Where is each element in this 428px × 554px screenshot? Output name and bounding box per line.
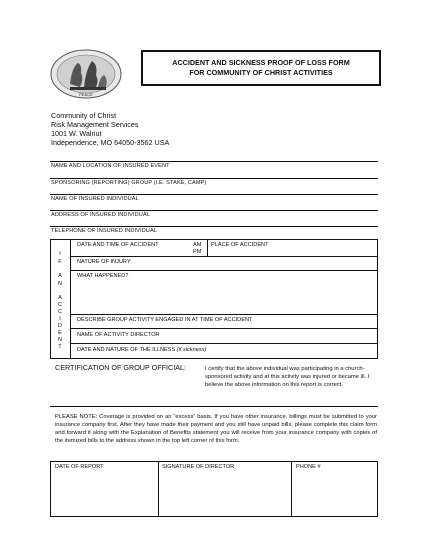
illness-note: (if sickness): [176, 347, 207, 353]
place-label: PLACE OF ACCIDENT: [211, 242, 269, 248]
signature-input[interactable]: [159, 472, 290, 516]
form-title-line2: FOR COMMUNITY OF CHRIST ACTIVITIES: [189, 68, 333, 77]
coverage-note: PLEASE NOTE: Coverage is provided on an “excess” basis. If you have other insurance, billings must be submitted to your insurance company first. After they have made their payment and you still have unpaid bills, please complete this claim form and forward it along with the Explanation of Benefits statement you will receive from your insurance company with copies of the itemized bills to the address shown in the top left corner of this form.: [55, 414, 377, 444]
side-letter: T: [58, 344, 62, 350]
sponsor-field-line[interactable]: [50, 178, 378, 179]
if-an-accident-column: [50, 239, 71, 359]
side-letter: A: [58, 295, 62, 301]
divider: [207, 239, 208, 256]
what-happened-label: WHAT HAPPENED?: [77, 273, 129, 279]
phone-label: PHONE #: [296, 464, 321, 470]
name-field-label: NAME OF INSURED INDIVIDUAL: [51, 196, 139, 202]
sponsor-field-label: SPONSORING (REPORTING) GROUP (I.E. STAKE, CAMP): [51, 180, 207, 186]
divider: [71, 328, 378, 329]
side-letter: C: [57, 309, 63, 315]
side-letter: D: [57, 323, 63, 329]
side-letter: E: [58, 330, 62, 336]
certification-text: I certify that the above individual was participating in a church-sponsored activity and at this activity was injured or became ill. I believe the above information on this report is correct.: [205, 366, 370, 388]
divider: [71, 256, 378, 257]
injury-label: NATURE OF INJURY: [77, 259, 131, 265]
side-letter: I: [59, 316, 61, 322]
form-title-box: [141, 50, 381, 86]
return-address: [51, 111, 169, 147]
director-name-label: NAME OF ACTIVITY DIRECTOR: [77, 332, 160, 338]
address-line1: Community of Christ: [51, 111, 117, 120]
side-letter: I: [59, 251, 61, 257]
date-time-label: DATE AND TIME OF ACCIDENT: [77, 242, 159, 248]
signature-label: SIGNATURE OF DIRECTOR: [162, 464, 235, 470]
divider: [50, 406, 378, 407]
phone-input[interactable]: [292, 472, 377, 516]
address-field-label: ADDRESS OF INSURED INDIVIDUAL: [51, 212, 150, 218]
address-line3: 1001 W. Walnut: [51, 129, 102, 138]
date-of-report-label: DATE OF REPORT: [55, 464, 104, 470]
group-activity-label: DESCRIBE GROUP ACTIVITY ENGAGED IN AT TIME OF ACCIDENT: [77, 317, 253, 323]
address-field-line[interactable]: [50, 210, 378, 211]
address-line4: Independence, MO 64050-3562 USA: [51, 138, 170, 147]
church-logo: [50, 49, 122, 99]
side-letter: N: [57, 337, 63, 343]
event-field-label: NAME AND LOCATION OF INSURED EVENT: [51, 163, 170, 169]
certification-title: CERTIFICATION OF GROUP OFFICIAL:: [55, 363, 186, 372]
side-letter: A: [58, 273, 62, 279]
pm-label[interactable]: PM: [193, 249, 202, 255]
form-title-line1: ACCIDENT AND SICKNESS PROOF OF LOSS FORM: [172, 58, 350, 67]
side-letter: N: [57, 281, 63, 287]
address-line2: Risk Management Services: [51, 120, 139, 129]
date-of-report-input[interactable]: [51, 472, 157, 516]
illness-label-text: DATE AND NATURE OF THE ILLNESS: [77, 347, 176, 353]
side-letter: C: [57, 302, 63, 308]
telephone-field-label: TELEPHONE OF INSURED INDIVIDUAL: [51, 228, 157, 234]
telephone-field-line[interactable]: [50, 226, 378, 227]
am-label[interactable]: AM: [193, 242, 202, 248]
name-field-line[interactable]: [50, 194, 378, 195]
divider: [71, 343, 378, 344]
side-letter: F: [58, 259, 62, 265]
illness-label: [77, 347, 206, 353]
event-field-line[interactable]: [50, 161, 378, 162]
accident-section: [50, 239, 378, 359]
divider: [71, 314, 378, 315]
divider: [71, 270, 378, 271]
logo-peace-text: PEACE: [79, 92, 93, 97]
